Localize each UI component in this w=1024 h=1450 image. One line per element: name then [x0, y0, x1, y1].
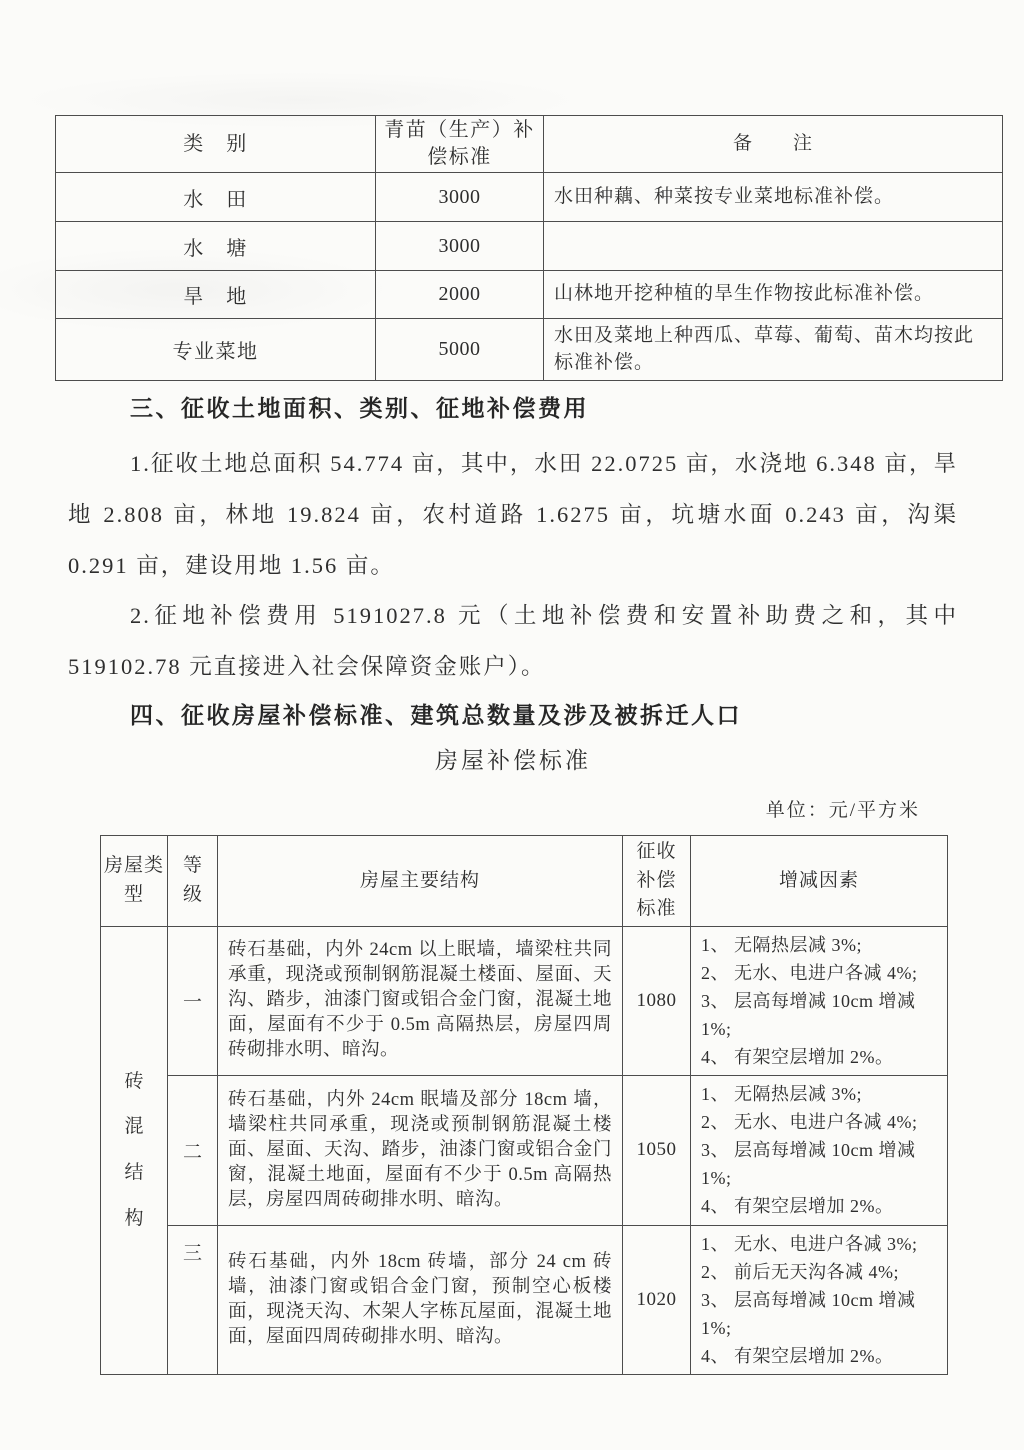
table-row	[56, 271, 1003, 319]
house-table-subtitle: 房屋补偿标准	[435, 748, 591, 773]
section3-paragraph2-wrap	[68, 590, 958, 692]
factor-line: 1、 无水、电进户各减 3%;	[701, 1233, 918, 1254]
cell-remark	[544, 222, 1003, 271]
table-row-grade1	[101, 926, 948, 1075]
section3-paragraph1-wrap	[68, 438, 958, 591]
factor-line: 4、 有架空层增加 2%。	[701, 1196, 894, 1216]
cell-standard: 2000	[376, 271, 544, 319]
table-row-grade2	[101, 1075, 948, 1225]
cell-standard: 5000	[376, 319, 544, 381]
header-standard: 青苗（生产）补偿标准	[376, 116, 544, 173]
header-category: 类 别	[56, 116, 376, 173]
table-header-row	[56, 116, 1003, 173]
cell-comp-standard: 1050	[623, 1075, 691, 1225]
cell-structure: 砖石基础，内外 24cm 眠墙及部分 18cm 墙，墙梁柱共同承重，现浇或预制钢筋混凝土楼面、屋面、天沟、踏步，油漆门窗或铝合金门窗，混凝土地面，屋面有不少于 0.5m 高隔热层，房屋四周砖砌排水明、暗沟。	[218, 1075, 623, 1225]
cell-grade: 三	[168, 1225, 218, 1374]
factor-line: 3、 层高每增减 10cm 增减 1%;	[701, 1289, 916, 1338]
cell-category: 专业菜地	[56, 319, 376, 381]
cell-remark: 水田及菜地上种西瓜、草莓、葡萄、苗木均按此标准补偿。	[544, 319, 1003, 381]
factor-line: 1、 无隔热层减 3%;	[701, 934, 862, 955]
section3-paragraph2: 2.征地补偿费用 5191027.8 元（土地补偿费和安置补助费之和，其中 519102.78 元直接进入社会保障资金账户）。	[68, 603, 958, 679]
house-type-label: 砖混结构	[124, 1070, 144, 1229]
factor-line: 4、 有架空层增加 2%。	[701, 1046, 894, 1067]
table-row	[56, 319, 1003, 381]
header-factors: 增减因素	[691, 836, 948, 927]
table-header-row	[101, 836, 948, 927]
header-grade-label: 等级	[182, 855, 202, 905]
header-house-type: 房屋类型	[101, 836, 168, 927]
factor-line: 4、 有架空层增加 2%。	[701, 1345, 894, 1366]
cell-structure: 砖石基础，内外 24cm 以上眠墙，墙梁柱共同承重，现浇或预制钢筋混凝土楼面、屋面、天沟、踏步，油漆门窗或铝合金门窗，混凝土地面，屋面有不少于 0.5m 高隔热层，房屋四周砖砌排水明、暗沟。	[218, 926, 623, 1075]
cell-factors	[691, 1075, 948, 1225]
table-row	[56, 222, 1003, 271]
header-grade	[168, 836, 218, 927]
factor-line: 2、 无水、电进户各减 4%;	[701, 1112, 918, 1132]
cell-remark: 山林地开挖种植的旱生作物按此标准补偿。	[544, 271, 1003, 319]
cell-category: 水 田	[56, 173, 376, 222]
cell-factors	[691, 1225, 948, 1374]
section3-paragraph1: 1.征收土地总面积 54.774 亩，其中，水田 22.0725 亩，水浇地 6.348 亩，旱地 2.808 亩，林地 19.824 亩，农村道路 1.6275 亩，坑塘水面 0.243 亩，沟渠 0.291 亩，建设用地 1.56 亩。	[68, 451, 958, 578]
seedling-compensation-table	[55, 115, 1003, 381]
house-compensation-table	[100, 835, 948, 1375]
factor-line: 3、 层高每增减 10cm 增减 1%;	[701, 990, 916, 1039]
cell-grade: 二	[168, 1075, 218, 1225]
cell-category: 旱 地	[56, 271, 376, 319]
cell-comp-standard: 1020	[623, 1225, 691, 1374]
section4-heading-wrap	[68, 697, 958, 730]
table-row	[56, 173, 1003, 222]
header-remark: 备 注	[544, 116, 1003, 173]
section3-heading-wrap	[68, 390, 958, 423]
cell-remark: 水田种藕、种菜按专业菜地标准补偿。	[544, 173, 1003, 222]
cell-category: 水 塘	[56, 222, 376, 271]
section3-heading: 三、征收土地面积、类别、征地补偿费用	[130, 396, 589, 421]
section4-heading: 四、征收房屋补偿标准、建筑总数量及涉及被拆迁人口	[130, 703, 742, 728]
factor-line: 1、 无隔热层减 3%;	[701, 1084, 862, 1104]
cell-comp-standard: 1080	[623, 926, 691, 1075]
factor-line: 3、 层高每增减 10cm 增减 1%;	[701, 1140, 916, 1188]
table-row-grade3	[101, 1225, 948, 1374]
header-comp-standard	[623, 836, 691, 927]
unit-note: 单位：元/平方米	[765, 800, 920, 821]
cell-house-type-group	[101, 926, 168, 1374]
cell-grade: 一	[168, 926, 218, 1075]
factor-line: 2、 前后无天沟各减 4%;	[701, 1261, 899, 1282]
cell-standard: 3000	[376, 222, 544, 271]
cell-standard: 3000	[376, 173, 544, 222]
header-comp-standard-label: 征收补偿标准	[636, 841, 677, 919]
cell-structure: 砖石基础，内外 18cm 砖墙，部分 24 cm 砖墙，油漆门窗或铝合金门窗，预制空心板楼面，现浇天沟、木架人字栋瓦屋面，混凝土地面，屋面四周砖砌排水明、暗沟。	[218, 1225, 623, 1374]
cell-factors	[691, 926, 948, 1075]
factor-line: 2、 无水、电进户各减 4%;	[701, 962, 918, 983]
header-structure: 房屋主要结构	[218, 836, 623, 927]
